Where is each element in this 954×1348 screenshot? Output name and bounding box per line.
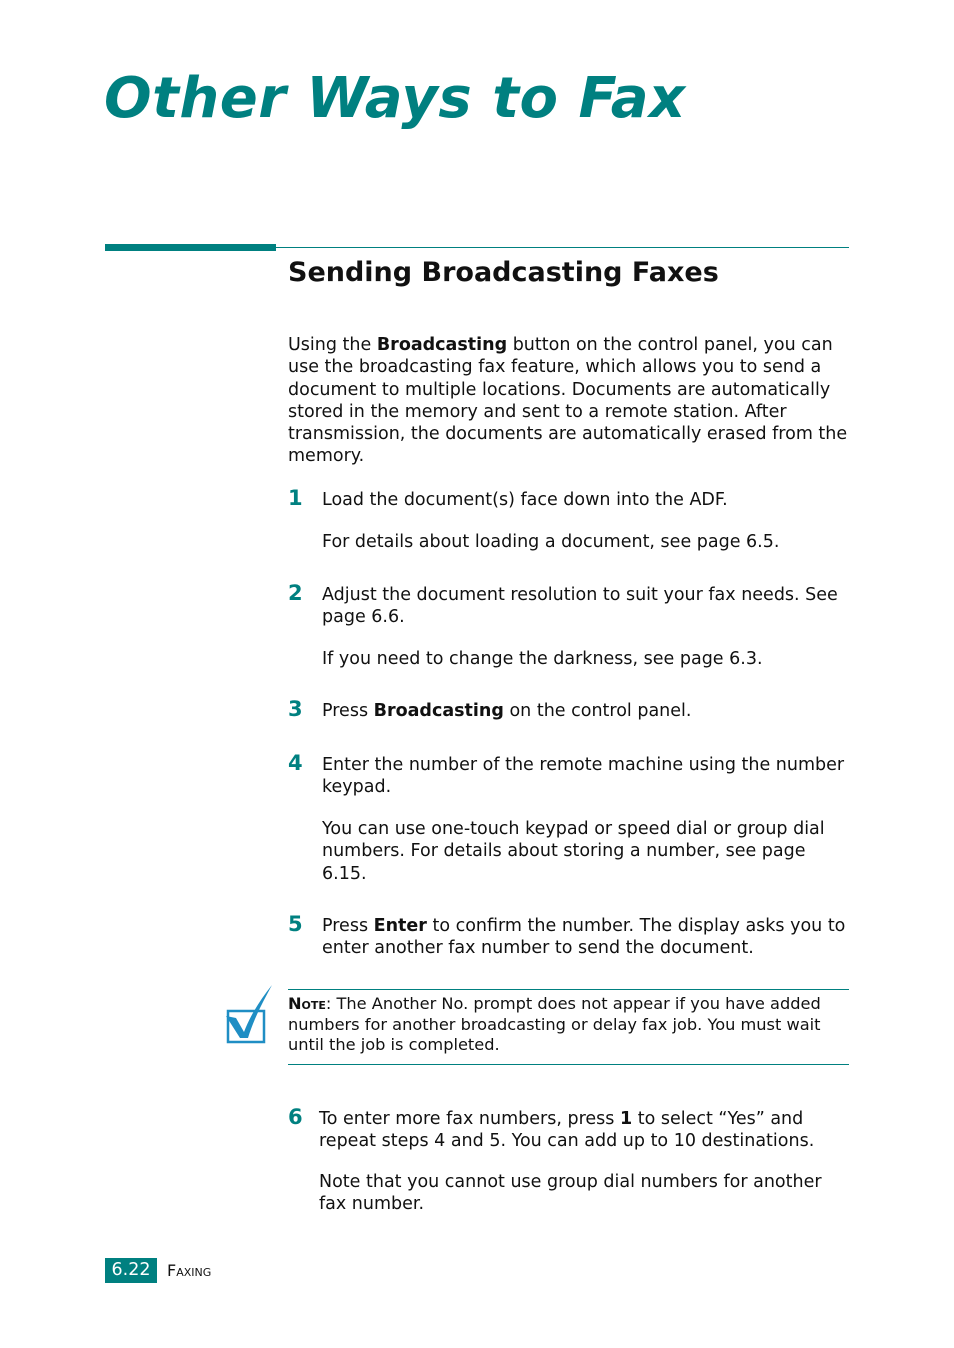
step-text: Press Enter to confirm the number. The display asks you to enter another fax number to send the document. <box>322 916 846 959</box>
checkmark-note-icon <box>222 982 276 1044</box>
step-text: Adjust the document resolution to suit your fax needs. See page 6.6. <box>322 585 838 628</box>
step-subtext: For details about loading a document, see page 6.5. <box>322 532 780 552</box>
step-number: 4 <box>288 751 303 775</box>
note-rule-top <box>288 989 849 990</box>
step-number: 5 <box>288 912 303 936</box>
note-text: Note: The Another No. prompt does not appear if you have added numbers for another broadcasting or delay fax job. You must wait until the job is completed. <box>288 994 821 1055</box>
step-subtext: You can use one-touch keypad or speed dial or group dial numbers. For details about storing a number, see page 6.15. <box>322 819 825 884</box>
step-number: 2 <box>288 581 303 605</box>
page-title: Other Ways to Fax <box>104 66 686 131</box>
page-number: 6.22 <box>105 1258 157 1283</box>
note-rule-bottom <box>288 1064 849 1065</box>
section-rule-thin <box>276 247 849 248</box>
step-subtext: If you need to change the darkness, see page 6.3. <box>322 649 763 669</box>
section-title: Sending Broadcasting Faxes <box>288 257 719 288</box>
step-subtext: Note that you cannot use group dial numbers for another fax number. <box>319 1172 822 1215</box>
step-text: Load the document(s) face down into the ADF. <box>322 490 728 510</box>
step-text: Press Broadcasting on the control panel. <box>322 701 692 721</box>
step-number: 3 <box>288 697 303 721</box>
intro-paragraph: Using the Broadcasting button on the control panel, you can use the broadcasting fax feature, which allows you to send a document to multiple locations. Documents are automatically stored in the memory and sent to a remote station. After transmission, the documents are automatically erased from the memory. <box>288 335 848 467</box>
note-label: Note <box>288 994 326 1013</box>
chapter-label: Faxing <box>167 1261 212 1280</box>
step-text: Enter the number of the remote machine using the number keypad. <box>322 755 845 798</box>
intro-bold-term: Broadcasting <box>376 335 508 355</box>
step-text: To enter more fax numbers, press 1 to select “Yes” and repeat steps 4 and 5. You can add up to 10 destinations. <box>319 1109 815 1152</box>
step-number: 6 <box>288 1105 303 1129</box>
section-rule-thick <box>105 244 276 251</box>
step-number: 1 <box>288 486 303 510</box>
